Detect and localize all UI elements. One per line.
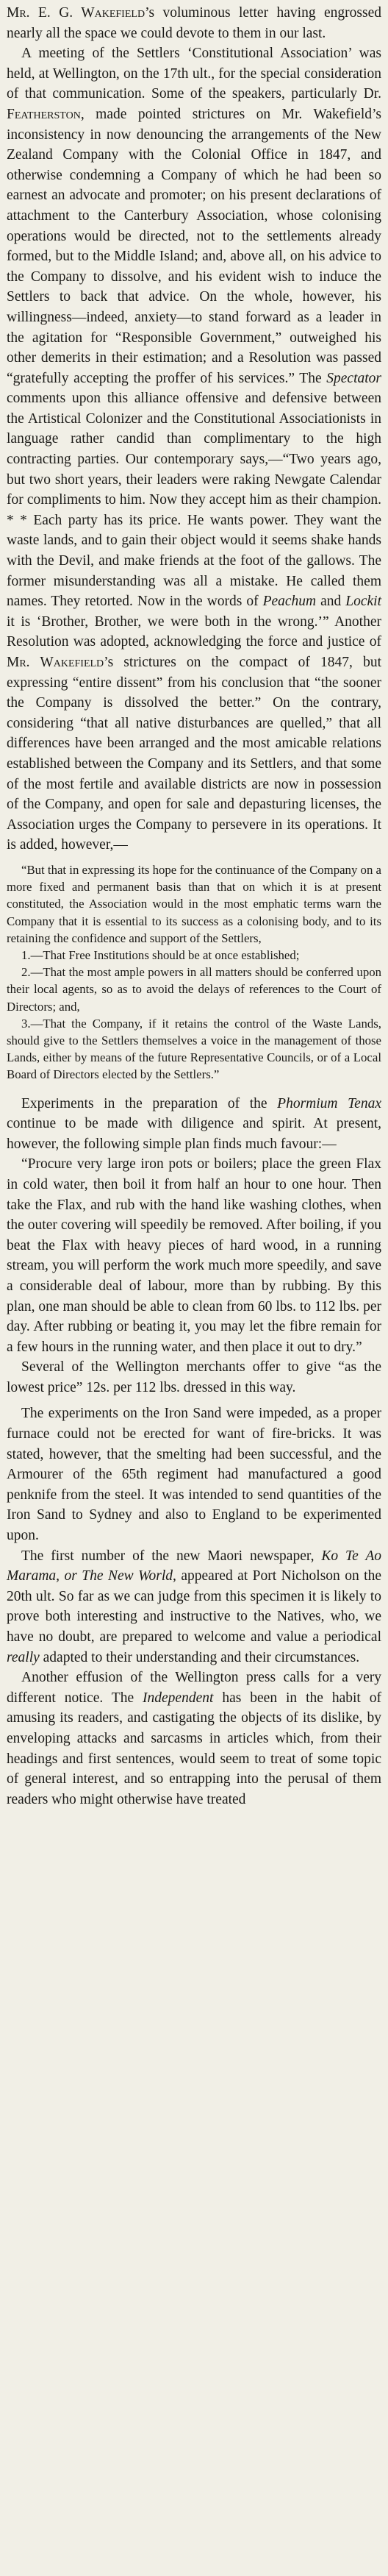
text-run: 2.—That the most ample powers in all matters should be conferred upon their local agents, so as to avoid the delays of references to the Court of Directors; and, — [7, 965, 381, 1014]
text-run: and — [316, 594, 346, 610]
text-run: Ko Te Ao Marama, or The New World, — [7, 1548, 381, 1584]
text-run: “But that in expressing its hope for the continuance of the Company on a more fixed and permanent basis than that on which it is at present constituted, the Association would in the most emphatic terms warn the Company that it is essential to its success as a colonising body, and to its retaining the confidence and support of the Settlers, — [7, 862, 381, 945]
text-run: Mr. E. G. Wakefield — [7, 5, 146, 21]
text-run: 1.—That Free Institutions should be at once established; — [21, 947, 300, 962]
paragraph — [7, 1094, 381, 1155]
text-run: continue to be made with diligence and spirit. At present, however, the following simple plan finds much favour:— — [7, 1116, 381, 1152]
text-run: comments upon this alliance offensive and defensive between the Artistical Colonizer and the Constitutional Associationists in language rather candid than complimentary to the high contracting parties. Our contemporary says,—“Two years ago, but two short years, their leaders were raking Newgate Calendar for compliments to him. Now they accept him as their champion. * * Each party has its price. He wants power. They want the waste lands, and to gain their object would it seems shake hands with the Devil, and make friends at the foot of the gallows. The former misunderstanding was all a mistake. He called them names. They retorted. Now in the words of — [7, 391, 381, 610]
text-run: really — [7, 1649, 40, 1665]
text-run: A meeting of the Settlers ‘Constitutional Association’ was held, at Wellington, on the 17th ult., for the special consideration of that communication. Some of the speakers, particularly Dr. — [7, 46, 381, 102]
text-run: “Procure very large iron pots or boilers; place the green Flax in cold water, then boil it from half an hour to one hour. Then take the Flax, and rub with the hand like washing clothes, when the outer covering will speedily be removed. After boiling, if you beat the Flax with heavy pieces of hard wood, in a running stream, you will perform the work much more speedily, and save a considerable deal of labour, more than by rubbing. By this plan, one man should be able to clean from 60 lbs. to 112 lbs. per day. After rubbing or beating it, you may let the fibre remain for a few hours in the running water, and then place it out to dry.” — [7, 1156, 381, 1355]
quoted-resolution — [7, 861, 381, 947]
text-run: Spectator — [326, 370, 381, 386]
paragraph — [7, 1357, 381, 1398]
paragraph-spacer — [7, 855, 381, 861]
resolution-item — [7, 964, 381, 1015]
paragraph — [7, 1546, 381, 1668]
paragraph-spacer — [7, 1084, 381, 1094]
text-run: The first number of the new Maori newspaper, — [21, 1548, 322, 1564]
text-run: Lockit — [345, 594, 382, 610]
text-run: Several of the Wellington merchants offer to give “as the lowest price” 12s. per 112 lbs. dressed in this way. — [7, 1359, 381, 1395]
text-run: Another effusion of the Wellington press calls for a very different notice. The — [7, 1670, 381, 1706]
text-run: Experiments in the preparation of the — [21, 1095, 278, 1111]
text-run: ’s voluminous letter having engrossed nearly all the space we could devote to them in our last. — [7, 5, 381, 41]
resolution-item — [7, 1015, 381, 1084]
text-run: Peachum — [262, 594, 317, 610]
text-run: 3.—That the Company, if it retains the control of the Waste Lands, should give to the Settlers themselves a voice in the management of those Lands, either by means of the future Representative Councils, or of a Local Board of Directors elected by the Settlers.” — [7, 1016, 381, 1082]
text-run: Independent — [143, 1690, 214, 1706]
text-run: The experiments on the Iron Sand were impeded, as a proper furnace could not be erected for want of fire-bricks. It was stated, however, that the smelting had been successful, and the Armourer of the 65th regiment had manufactured a good penknife from the steel. It was intended to send quantities of the Iron Sand to Sydney and also to England to be experimented upon. — [7, 1406, 381, 1544]
text-run: adapted to their understanding and their circumstances. — [39, 1649, 360, 1665]
text-run: ’s strictures on the compact of 1847, but expressing “entire dissent” from his conclusion that “the sooner the Company is dissolved the better.” On the contrary, considering “that all native disturbances are quelled,” that all differences have been arranged and the most amicable relations established between the Company and its Settlers, and that some of the most fertile and available districts are now in possession of the Company, and open for sale and depasturing licenses, the Association urges the Company to persevere in its operations. It is added, however,— — [7, 655, 381, 853]
paragraph — [7, 1668, 381, 1810]
paragraph — [7, 43, 381, 855]
text-run: has been in the habit of amusing its readers, and castigating the objects of its dislike, by enveloping attacks and sarcasms in articles which, from their headings and first sentences, would seem to treat of some topic of general interest, and so entrapping into the perusal of them readers who might otherwise have treated — [7, 1690, 381, 1807]
text-run: appeared at Port Nicholson on the 20th ult. So far as we can judge from this specimen it is likely to prove both interesting and instructive to the Natives, who, we have no doubt, are prepared to welcome and value a periodical — [7, 1568, 381, 1645]
resolution-item — [7, 947, 381, 964]
paragraph-spacer — [7, 1398, 381, 1403]
text-run: Featherston — [7, 106, 81, 122]
text-run: Mr. Wakefield — [7, 655, 104, 670]
text-run: Phormium Tenax — [277, 1095, 381, 1111]
text-run: it is ‘Brother, Brother, we were both in the wrong.’” Another Resolution was adopted, acknowledging the force and justice of — [7, 613, 381, 650]
text-run: , made pointed strictures on Mr. Wakefield’s inconsistency in now denouncing the arrangements of the New Zealand Company with the Colonial Office in 1847, and otherwise condemning a Company of which he had been so earnest an advocate and promoter; on his present declarations of attachment to the Canterbury Association, whose colonising operations would be directed, not to the settlements already formed, but to the Middle Island; and, above all, on his advice to the Company to dissolve, and his evident wish to induce the Settlers to back that advice. On the whole, however, his willingness—indeed, anxiety—to stand forward as a leader in the agitation for “Responsible Government,” outweighed his other demerits in their estimation; and a Resolution was passed “gratefully accepting the proffer of his services.” The — [7, 106, 381, 386]
paragraph — [7, 3, 381, 43]
paragraph — [7, 1403, 381, 1545]
paragraph — [7, 1154, 381, 1357]
